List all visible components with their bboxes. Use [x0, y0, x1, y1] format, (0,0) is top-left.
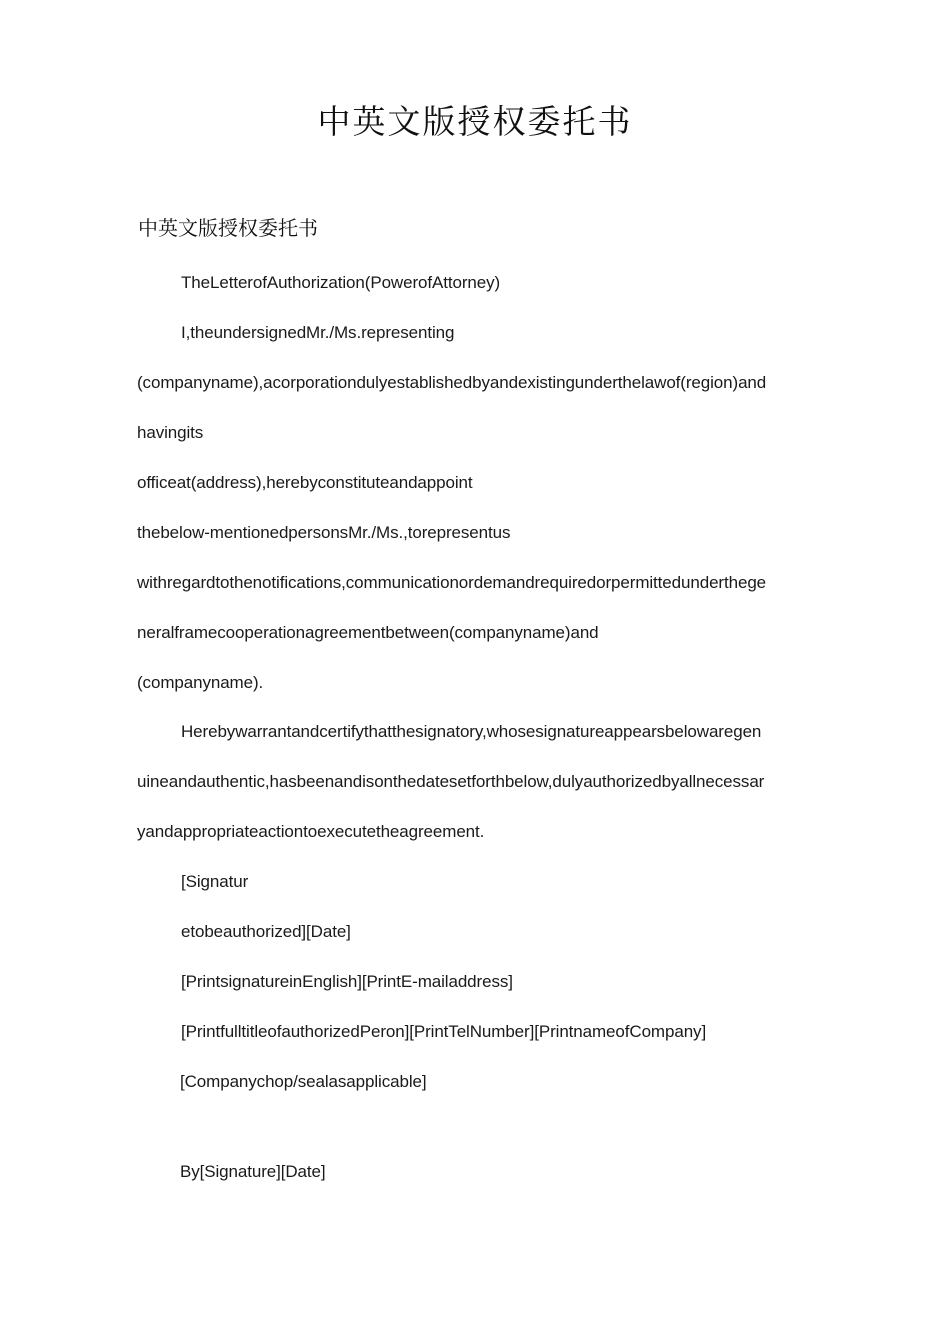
- signature-line: [PrintsignatureinEnglish][PrintE-mailaddress]: [181, 972, 513, 991]
- body-line: havingits: [137, 423, 204, 442]
- body-line: (companyname).: [137, 673, 264, 692]
- body-line: I,theundersignedMr./Ms.representing: [181, 323, 455, 342]
- company-seal-line: [Companychop/sealasapplicable]: [180, 1072, 427, 1091]
- signature-line: [Signatur: [181, 872, 249, 891]
- document-subtitle: 中英文版授权委托书: [138, 216, 318, 240]
- signature-line: etobeauthorized][Date]: [181, 922, 351, 941]
- body-line: thebelow-mentionedpersonsMr./Ms.,torepresentus: [137, 523, 511, 542]
- body-line: uineandauthentic,hasbeenandisonthedatesetforthbelow,dulyauthorizedbyallnecessar: [137, 772, 765, 791]
- body-line: yandappropriateactiontoexecutetheagreement.: [137, 822, 485, 841]
- letter-heading: TheLetterofAuthorization(PowerofAttorney): [181, 273, 501, 292]
- body-line: Herebywarrantandcertifythatthesignatory,whosesignatureappearsbelowaregen: [181, 722, 762, 741]
- by-signature-line: By[Signature][Date]: [180, 1162, 326, 1181]
- signature-line: [PrintfulltitleofauthorizedPeron][PrintTelNumber][PrintnameofCompany]: [181, 1022, 707, 1041]
- page-title: 中英文版授权委托书: [317, 102, 633, 141]
- body-line: (companyname),acorporationdulyestablishedbyandexistingunderthelawof(region)and: [137, 373, 767, 392]
- body-line: officeat(address),herebyconstituteandappoint: [137, 473, 473, 492]
- body-line: withregardtothenotifications,communicationordemandrequiredorpermittedunderthege: [137, 573, 767, 592]
- body-line: neralframecooperationagreementbetween(companyname)and: [137, 623, 599, 642]
